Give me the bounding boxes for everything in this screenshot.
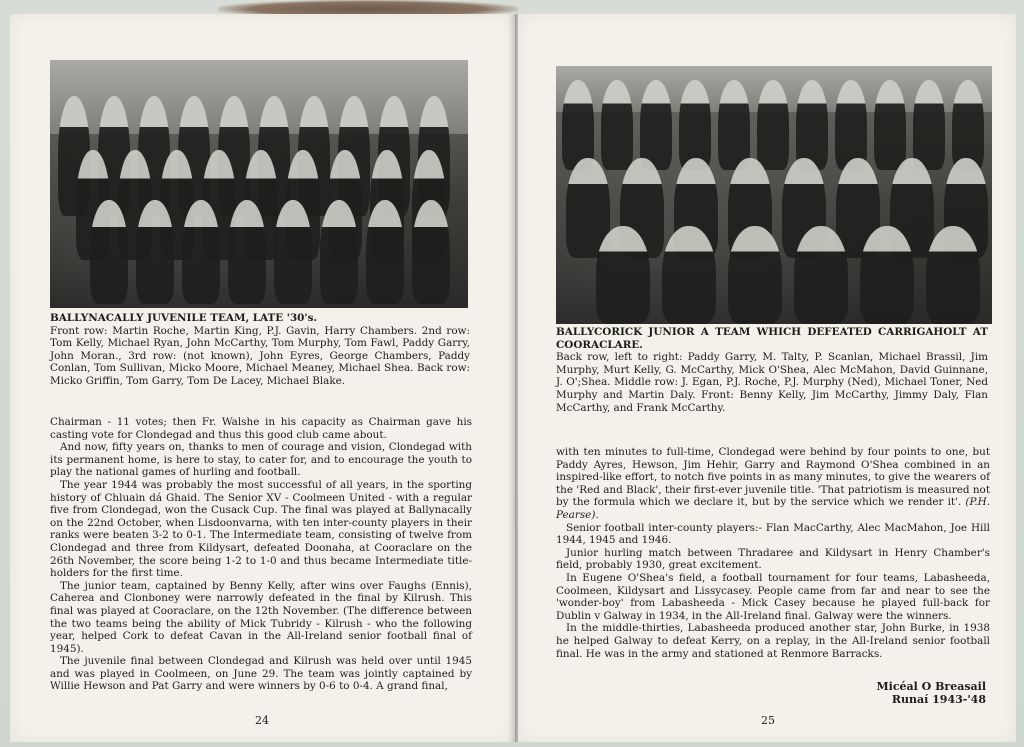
player-figure <box>182 200 220 304</box>
signature-block <box>768 680 986 706</box>
player-figure <box>320 200 358 304</box>
player-figure <box>136 200 174 304</box>
player-figure <box>926 226 980 324</box>
player-figure <box>274 200 312 304</box>
paragraph: Chairman - 11 votes; then Fr. Walshe in his capacity as Chairman gave his casting vote for Clondegad and thus this good club came about. <box>50 416 472 441</box>
player-figure <box>913 80 945 170</box>
quote-attribution: (P.H. Pearse). <box>556 496 990 521</box>
player-figure <box>662 226 716 324</box>
article-text-right <box>556 446 990 660</box>
paragraph-text: with ten minutes to full-time, Clondegad were behind by four points to one, but Paddy Ayres, Hewson, Jim Hehir, Garry and Raymond O'Shea combined in an inspired-like effort, to notch five points in as many minutes, to give the wearers of the 'Red and Black', their first-ever juvenile title. 'That patriotism is measured not by the formula which we declare it, but by the service which we render it'. <box>556 446 990 509</box>
player-figure <box>601 80 633 170</box>
player-figure <box>228 200 266 304</box>
player-figure <box>562 80 594 170</box>
caption-title: BALLYNACALLY JUVENILE TEAM, LATE '30's. <box>50 312 318 324</box>
player-figure <box>596 226 650 324</box>
player-figure <box>835 80 867 170</box>
caption-text: Back row, left to right: Paddy Garry, M. Talty, P. Scanlan, Michael Brassil, Jim Murphy, Murt Kelly, G. McCarthy, Mick O'Shea, Alec McMahon, David Guinnane, J. O';Shea. Middle row: J. Egan, P.J. Roche, P.J. Murphy (Ned), Michael Toner, Ned Murphy and Martin Daly. Front: Benny Kelly, Jim McCarthy, Jimmy Daly, Flan McCarthy, and Frank McCarthy. <box>556 351 988 414</box>
team-photo-ballynacally <box>50 60 468 308</box>
signature-name: Micéal O Breasail <box>876 680 986 693</box>
player-figure <box>90 200 128 304</box>
player-figure <box>640 80 672 170</box>
article-text-left <box>50 416 472 693</box>
paragraph: In Eugene O'Shea's field, a football tournament for four teams, Labasheeda, Coolmeen, Kildysart and Lissycasey. People came from far and near to see the 'wonder-boy' from Labasheeda - Mick Casey because he played full-back for Dublin v Galway in 1934, in the All-Ireland final. Galway were the winners. <box>556 571 990 622</box>
player-figure <box>796 80 828 170</box>
player-figure <box>679 80 711 170</box>
player-figure <box>952 80 984 170</box>
team-photo-ballycorick <box>556 66 992 324</box>
page-number-right: 25 <box>761 714 775 727</box>
player-figure <box>728 226 782 324</box>
player-figure <box>366 200 404 304</box>
paragraph <box>556 446 990 522</box>
paragraph: The year 1944 was probably the most successful of all years, in the sporting history of Chluain dá Ghaid. The Senior XV - Coolmeen United - with a regular five from Clondegad, won the Cusack Cup. The final was played at Ballynacally on the 22nd October, when Lisdoonvarna, with ten inter-county players in their ranks were beaten 3-2 to 0-1. The Intermediate team, consisting of twelve from Clondegad and three from Kildysart, defeated Doonaha, at Cooraclare on the 26th November, the score being 1-2 to 1-0 and thus became Intermediate title-holders for the first time. <box>50 478 472 580</box>
paragraph: The juvenile final between Clondegad and Kilrush was held over until 1945 and was played in Coolmeen, on June 29. The team was jointly captained by Willie Hewson and Pat Garry and were winners by 0-6 to 0-4. A grand final, <box>50 655 472 693</box>
paragraph: And now, fifty years on, thanks to men of courage and vision, Clondegad with its permanent home, is here to stay, to cater for, and to encourage the youth to play the national games of hurling and football. <box>50 441 472 479</box>
signature-role: Runaí 1943-'48 <box>891 693 986 706</box>
player-figure <box>412 200 450 304</box>
photo-caption-right <box>556 326 988 414</box>
right-page <box>518 14 1016 742</box>
player-figure <box>794 226 848 324</box>
paragraph: The junior team, captained by Benny Kelly, after wins over Faughs (Ennis), Caherea and Clonboney were narrowly defeated in the final by Kilrush. This final was played at Cooraclare, on the 12th November. (The difference between the two teams being the ability of Mick Tubridy - Kilrush - who the following year, helped Cork to defeat Cavan in the All-Ireland senior football final of 1945). <box>50 579 472 655</box>
paragraph: Junior hurling match between Thradaree and Kildysart in Henry Chamber's field, probably 1930, great excitement. <box>556 546 990 572</box>
player-figure <box>718 80 750 170</box>
caption-title: BALLYCORICK JUNIOR A TEAM WHICH DEFEATED CARRIGAHOLT AT COORACLARE. <box>556 326 988 351</box>
paragraph: In the middle-thirties, Labasheeda produced another star, John Burke, in 1938 he helped Galway to defeat Kerry, on a replay, in the All-Ireland senior football final. He was in the army and stationed at Renmore Barracks. <box>556 622 990 660</box>
caption-text: Front row: Martin Roche, Martin King, P.J. Gavin, Harry Chambers. 2nd row: Tom Kelly, Michael Ryan, John McCarthy, Tom Murphy, Tom Fawl, Paddy Garry, John Moran., 3rd row: (not known), John Eyres, George Chambers, Paddy Conlan, Tom Sullivan, Micko Moore, Michael Meaney, Michael Shea. Back row: Micko Griffin, Tom Garry, Tom De Lacey, Michael Blake. <box>50 324 470 387</box>
left-page <box>10 14 516 742</box>
photo-caption-left <box>50 312 470 388</box>
paragraph: Senior football inter-county players:- Flan MacCarthy, Alec MacMahon, Joe Hill 1944, 1945 and 1946. <box>556 521 990 547</box>
page-number-left: 24 <box>255 714 269 727</box>
player-figure <box>757 80 789 170</box>
player-figure <box>874 80 906 170</box>
player-figure <box>860 226 914 324</box>
